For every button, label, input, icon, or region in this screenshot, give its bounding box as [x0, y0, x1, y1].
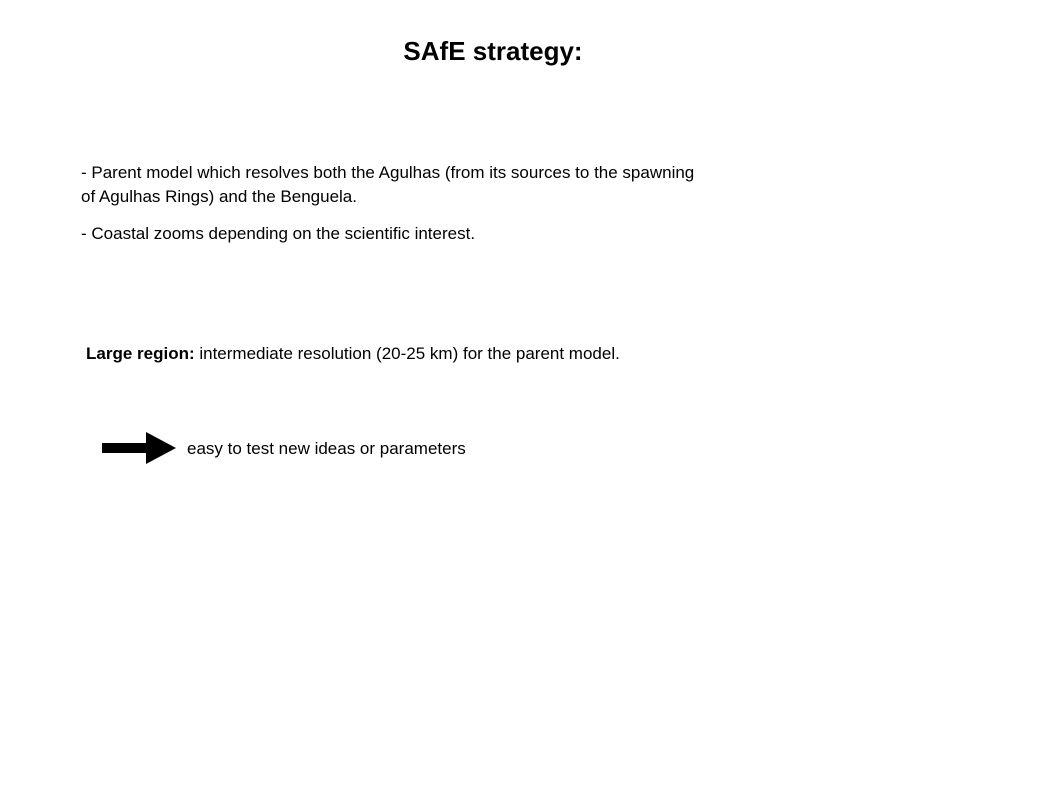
bullet-parent-model-line-1: - Parent model which resolves both the Agulhas (from its sources to the spawning: [81, 163, 695, 182]
bullet-parent-model: [81, 161, 694, 209]
bullet-parent-model-line-2: of Agulhas Rings) and the Benguela.: [81, 187, 357, 206]
large-region-text: intermediate resolution (20-25 km) for the parent model.: [194, 344, 620, 363]
right-arrow-icon: [102, 432, 176, 464]
bullet-coastal-zooms: - Coastal zooms depending on the scientific interest.: [81, 224, 476, 243]
large-region-statement: [86, 342, 620, 366]
large-region-label: Large region:: [86, 344, 195, 363]
consequence-text: easy to test new ideas or parameters: [187, 439, 466, 458]
slide-title: SAfE strategy:: [403, 36, 583, 66]
